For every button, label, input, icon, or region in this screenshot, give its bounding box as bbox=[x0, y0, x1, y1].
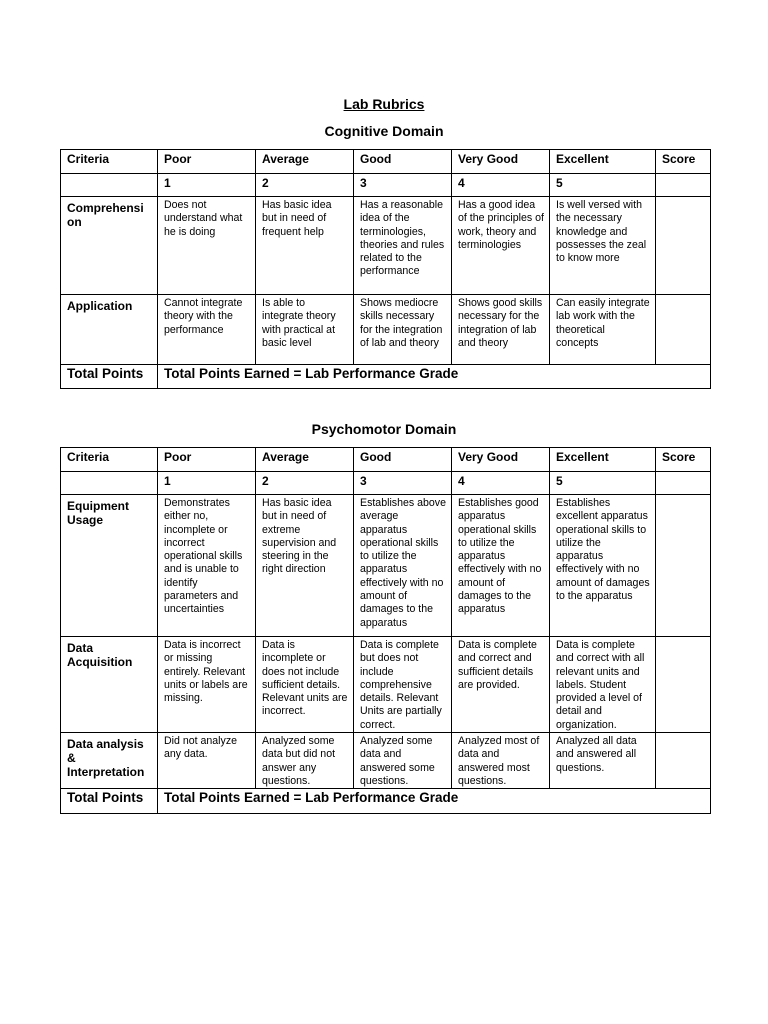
points-good: 3 bbox=[354, 472, 452, 495]
score-cell bbox=[656, 733, 711, 789]
psychomotor-domain-heading: Psychomotor Domain bbox=[311, 421, 457, 437]
descriptor-very-good: Has a good idea of the principles of work, theory and terminologies bbox=[452, 197, 550, 295]
score-cell bbox=[656, 197, 711, 295]
cognitive-domain-heading: Cognitive Domain bbox=[324, 123, 444, 139]
table-row bbox=[61, 295, 711, 365]
total-points-formula: Total Points Earned = Lab Performance Grade bbox=[158, 789, 711, 814]
points-excellent: 5 bbox=[550, 472, 656, 495]
score-cell bbox=[656, 637, 711, 733]
total-points-formula: Total Points Earned = Lab Performance Grade bbox=[158, 365, 711, 389]
total-row bbox=[61, 789, 711, 814]
header-very-good: Very Good bbox=[452, 448, 550, 472]
descriptor-very-good: Establishes good apparatus operational skills to utilize the apparatus effectively with no amount of damages to the apparatus bbox=[452, 495, 550, 637]
cognitive-rubric-table bbox=[60, 149, 711, 389]
points-average: 2 bbox=[256, 174, 354, 197]
table-row bbox=[61, 197, 711, 295]
header-score: Score bbox=[656, 150, 711, 174]
header-average: Average bbox=[256, 448, 354, 472]
descriptor-good: Shows mediocre skills necessary for the integration of lab and theory bbox=[354, 295, 452, 365]
points-row bbox=[61, 472, 711, 495]
header-very-good: Very Good bbox=[452, 150, 550, 174]
descriptor-good: Has a reasonable idea of the terminologies, theories and rules related to the performance bbox=[354, 197, 452, 295]
header-average: Average bbox=[256, 150, 354, 174]
descriptor-excellent: Establishes excellent apparatus operational skills to utilize the apparatus effectively with no amount of damages to the apparatus bbox=[550, 495, 656, 637]
score-cell bbox=[656, 495, 711, 637]
header-row bbox=[61, 150, 711, 174]
points-very-good: 4 bbox=[452, 472, 550, 495]
table-row bbox=[61, 733, 711, 789]
points-blank-cell bbox=[61, 472, 158, 495]
header-excellent: Excellent bbox=[550, 150, 656, 174]
criteria-data-analysis: Data analysis & Interpretation bbox=[61, 733, 158, 789]
total-points-label: Total Points bbox=[61, 365, 158, 389]
document-title-text: Lab Rubrics bbox=[343, 96, 425, 112]
psychomotor-rubric-table bbox=[60, 447, 711, 814]
header-criteria: Criteria bbox=[61, 448, 158, 472]
descriptor-poor: Data is incorrect or missing entirely. Relevant units or labels are missing. bbox=[158, 637, 256, 733]
descriptor-poor: Did not analyze any data. bbox=[158, 733, 256, 789]
descriptor-poor: Cannot integrate theory with the performance bbox=[158, 295, 256, 365]
descriptor-very-good: Shows good skills necessary for the integration of lab and theory bbox=[452, 295, 550, 365]
descriptor-good: Analyzed some data and answered some questions. bbox=[354, 733, 452, 789]
total-points-label: Total Points bbox=[61, 789, 158, 814]
points-poor: 1 bbox=[158, 174, 256, 197]
descriptor-very-good: Data is complete and correct and sufficient details are provided. bbox=[452, 637, 550, 733]
descriptor-good: Data is complete but does not include comprehensive details. Relevant Units are partially correct. bbox=[354, 637, 452, 733]
descriptor-very-good: Analyzed most of data and answered most questions. bbox=[452, 733, 550, 789]
table-row bbox=[61, 637, 711, 733]
header-poor: Poor bbox=[158, 150, 256, 174]
points-score-cell bbox=[656, 472, 711, 495]
header-row bbox=[61, 448, 711, 472]
points-score-cell bbox=[656, 174, 711, 197]
points-very-good: 4 bbox=[452, 174, 550, 197]
descriptor-good: Establishes above average apparatus operational skills to utilize the apparatus effectively with no amount of damages to the apparatus bbox=[354, 495, 452, 637]
table-row bbox=[61, 495, 711, 637]
points-average: 2 bbox=[256, 472, 354, 495]
criteria-application: Application bbox=[61, 295, 158, 365]
points-good: 3 bbox=[354, 174, 452, 197]
descriptor-excellent: Data is complete and correct with all relevant units and labels. Student provided a level of detail and organization. bbox=[550, 637, 656, 733]
descriptor-average: Has basic idea but in need of extreme supervision and steering in the right direction bbox=[256, 495, 354, 637]
document-title bbox=[0, 96, 768, 112]
descriptor-poor: Demonstrates either no, incomplete or incorrect operational skills and is unable to identify parameters and uncertainties bbox=[158, 495, 256, 637]
header-score: Score bbox=[656, 448, 711, 472]
descriptor-average: Analyzed some data but did not answer any questions. bbox=[256, 733, 354, 789]
header-good: Good bbox=[354, 150, 452, 174]
points-excellent: 5 bbox=[550, 174, 656, 197]
total-row bbox=[61, 365, 711, 389]
descriptor-average: Has basic idea but in need of frequent help bbox=[256, 197, 354, 295]
criteria-comprehension: Comprehensi on bbox=[61, 197, 158, 295]
points-blank-cell bbox=[61, 174, 158, 197]
descriptor-excellent: Analyzed all data and answered all questions. bbox=[550, 733, 656, 789]
descriptor-poor: Does not understand what he is doing bbox=[158, 197, 256, 295]
header-excellent: Excellent bbox=[550, 448, 656, 472]
score-cell bbox=[656, 295, 711, 365]
points-row bbox=[61, 174, 711, 197]
criteria-equipment-usage: Equipment Usage bbox=[61, 495, 158, 637]
descriptor-excellent: Can easily integrate lab work with the theoretical concepts bbox=[550, 295, 656, 365]
descriptor-average: Is able to integrate theory with practical at basic level bbox=[256, 295, 354, 365]
descriptor-excellent: Is well versed with the necessary knowledge and possesses the zeal to know more bbox=[550, 197, 656, 295]
descriptor-average: Data is incomplete or does not include sufficient details. Relevant units are incorrect. bbox=[256, 637, 354, 733]
header-good: Good bbox=[354, 448, 452, 472]
header-poor: Poor bbox=[158, 448, 256, 472]
criteria-data-acquisition: Data Acquisition bbox=[61, 637, 158, 733]
header-criteria: Criteria bbox=[61, 150, 158, 174]
points-poor: 1 bbox=[158, 472, 256, 495]
